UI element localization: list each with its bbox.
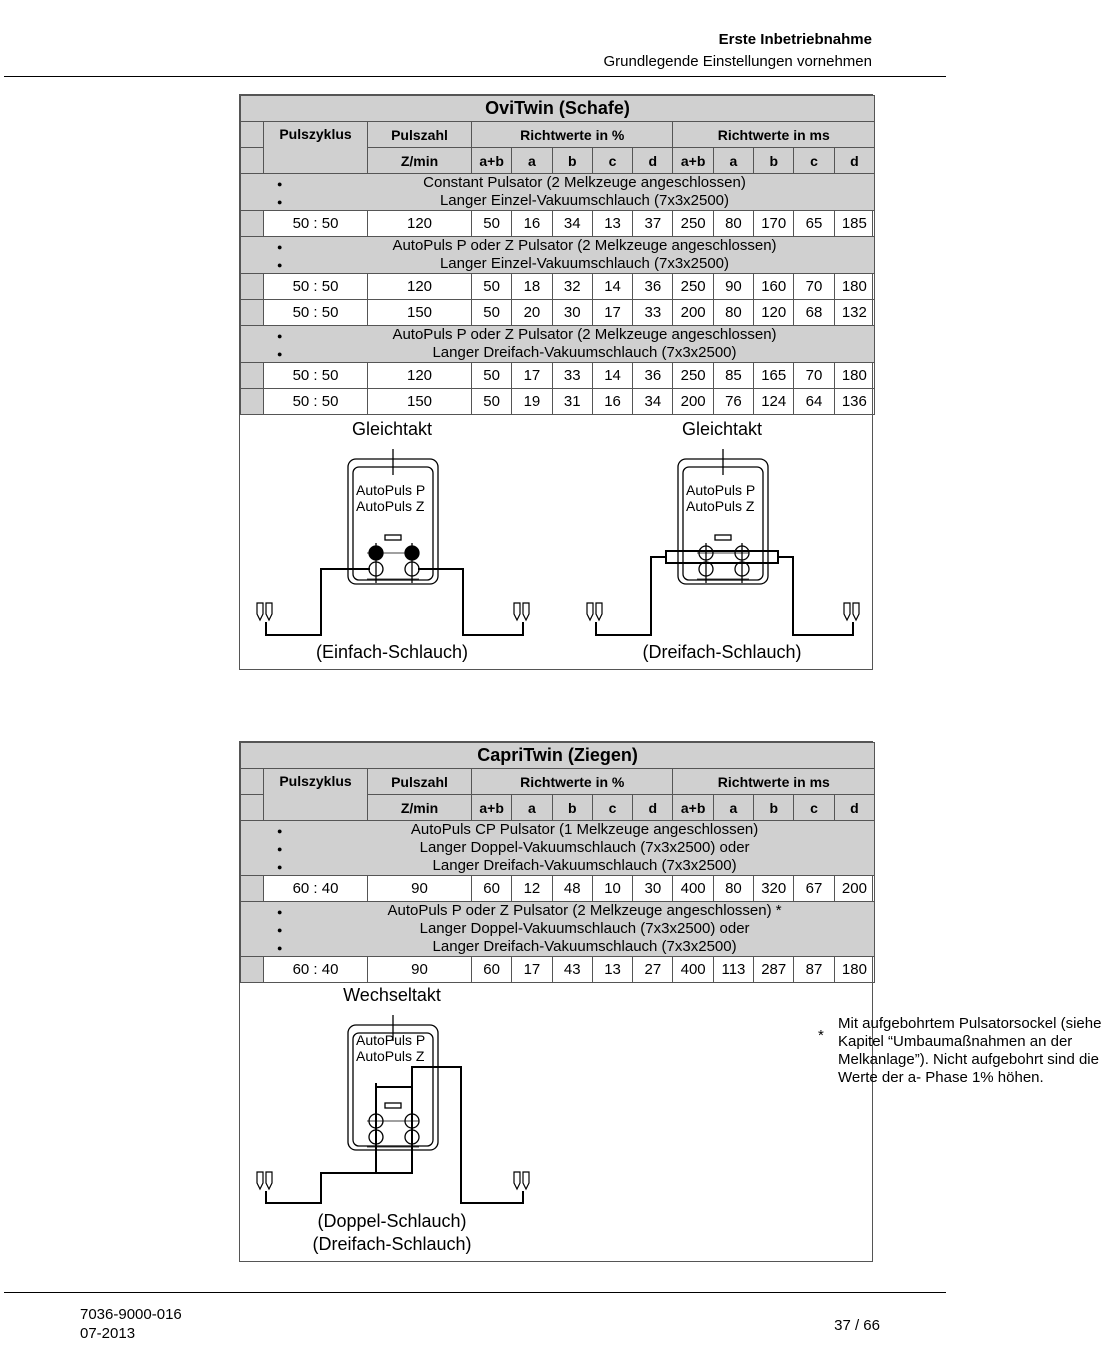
table-cell: 132: [834, 300, 874, 326]
table-title: CapriTwin (Ziegen): [241, 743, 875, 769]
col-header-zmin: Z/min: [368, 795, 472, 821]
table-cell: 200: [673, 389, 713, 415]
col-header-ms: Richtwerte in ms: [673, 769, 875, 795]
table-cell: 50 : 50: [264, 211, 368, 237]
col-header-sub: b: [754, 148, 794, 174]
table-cell: 70: [794, 274, 834, 300]
note-item: ● AutoPuls CP Pulsator (1 Melkzeuge angeschlossen): [295, 821, 874, 839]
table-cell: 60: [472, 957, 512, 983]
device-label-p: AutoPuls P: [686, 482, 756, 498]
table-cell: 19: [512, 389, 552, 415]
table-cell: 170: [754, 211, 794, 237]
ovitwin-diagram: [240, 415, 872, 669]
table-cell: 50: [472, 211, 512, 237]
footnote-text: Mit aufgebohrtem Pulsatorsockel (siehe Kapitel “Umbaumaßnahmen an der Melkanlage”). Nicht aufgebohrt sind die Werte der a- Phase 1% höhen.: [838, 1015, 1102, 1086]
table-cell: 60: [472, 876, 512, 902]
gutter-cell: [241, 363, 264, 389]
table-cell: 34: [552, 211, 592, 237]
table-cell: 65: [794, 211, 834, 237]
table-cell: 17: [512, 957, 552, 983]
col-header-sub: b: [552, 148, 592, 174]
note-list: [241, 902, 874, 956]
table-cell: 33: [552, 363, 592, 389]
note-item: ● Langer Dreifach-Vakuumschlauch (7x3x2500): [295, 938, 874, 956]
col-header-sub: d: [633, 795, 673, 821]
gutter-cell: [241, 300, 264, 326]
gutter-cell: [241, 274, 264, 300]
footnote-mark: *: [818, 1027, 824, 1044]
caption-dreifach: (Dreifach-Schlauch): [312, 1234, 472, 1254]
table-cell: 250: [673, 211, 713, 237]
table-cell: 67: [794, 876, 834, 902]
table-cell: 31: [552, 389, 592, 415]
table-cell: 50: [472, 389, 512, 415]
note-item: ● Langer Dreifach-Vakuumschlauch (7x3x2500): [295, 344, 874, 362]
table-cell: 50 : 50: [264, 300, 368, 326]
table-cell: 37: [633, 211, 673, 237]
col-header-sub: d: [834, 148, 874, 174]
table-cell: 120: [368, 211, 472, 237]
table-cell: 70: [794, 363, 834, 389]
gutter-cell: [241, 876, 264, 902]
right-mode-title: Gleichtakt: [681, 419, 763, 439]
table-cell: 34: [633, 389, 673, 415]
col-header-sub: b: [754, 795, 794, 821]
doc-number: 7036-9000-016: [80, 1306, 182, 1323]
note-list: [241, 174, 874, 210]
gutter-cell: [241, 122, 264, 148]
table-cell: 287: [754, 957, 794, 983]
table-cell: 150: [368, 389, 472, 415]
table-cell: 30: [633, 876, 673, 902]
table-title: OviTwin (Schafe): [241, 96, 875, 122]
table-cell: 13: [592, 957, 632, 983]
note-cell: [241, 174, 875, 211]
table-cell: 120: [754, 300, 794, 326]
gutter-cell: [241, 148, 264, 174]
caption-doppel: (Doppel-Schlauch): [317, 1211, 467, 1231]
table-cell: 50: [472, 363, 512, 389]
col-header-sub: c: [592, 795, 632, 821]
gutter-cell: [241, 795, 264, 821]
table-row: [241, 389, 875, 415]
left-mode-title: Gleichtakt: [351, 419, 433, 439]
table-cell: 150: [368, 300, 472, 326]
header-rule: [4, 76, 946, 77]
note-item: ● AutoPuls P oder Z Pulsator (2 Melkzeuge angeschlossen): [295, 237, 874, 255]
table-cell: 180: [834, 363, 874, 389]
table-cell: 16: [512, 211, 552, 237]
ovitwin-box: [239, 94, 873, 670]
table-row: [241, 211, 875, 237]
table-cell: 36: [633, 363, 673, 389]
table-cell: 320: [754, 876, 794, 902]
table-cell: 20: [512, 300, 552, 326]
col-header-sub: c: [794, 795, 834, 821]
note-item: ● Constant Pulsator (2 Melkzeuge angeschlossen): [295, 174, 874, 192]
table-cell: 90: [368, 957, 472, 983]
table-cell: 17: [592, 300, 632, 326]
col-header-pct: Richtwerte in %: [472, 769, 673, 795]
capritwin-box: [239, 741, 1102, 1262]
note-list: [241, 821, 874, 875]
note-item: ● Langer Dreifach-Vakuumschlauch (7x3x2500): [295, 857, 874, 875]
table-cell: 165: [754, 363, 794, 389]
col-header-sub: a+b: [472, 148, 512, 174]
col-header-zmin: Z/min: [368, 148, 472, 174]
col-header-sub: a: [713, 795, 753, 821]
col-header-pulszyklus: Pulszyklus: [264, 769, 368, 821]
table-cell: 124: [754, 389, 794, 415]
table-cell: 60 : 40: [264, 957, 368, 983]
table-cell: 12: [512, 876, 552, 902]
ovitwin-table: [240, 95, 875, 415]
table-cell: 400: [673, 957, 713, 983]
table-cell: 90: [368, 876, 472, 902]
doc-date: 07-2013: [80, 1325, 136, 1342]
note-item: ● AutoPuls P oder Z Pulsator (2 Melkzeuge angeschlossen): [295, 326, 874, 344]
wechseltakt-title: Wechseltakt: [343, 985, 441, 1005]
device-label-z: AutoPuls Z: [356, 1048, 425, 1064]
col-header-sub: d: [633, 148, 673, 174]
table-row: [241, 363, 875, 389]
device-label-p: AutoPuls P: [356, 1032, 426, 1048]
pulsator-left: [348, 449, 438, 584]
table-cell: 160: [754, 274, 794, 300]
col-header-sub: a+b: [472, 795, 512, 821]
table-row: [241, 274, 875, 300]
col-header-sub: a+b: [673, 795, 713, 821]
device-label-z: AutoPuls Z: [356, 498, 425, 514]
col-header-sub: b: [552, 795, 592, 821]
table-cell: 120: [368, 274, 472, 300]
capritwin-diagram: [240, 983, 1102, 1261]
table-cell: 80: [713, 211, 753, 237]
table-cell: 120: [368, 363, 472, 389]
table-cell: 200: [673, 300, 713, 326]
note-item: ● AutoPuls P oder Z Pulsator (2 Melkzeuge angeschlossen) *: [295, 902, 874, 920]
note-list: [241, 326, 874, 362]
table-cell: 250: [673, 363, 713, 389]
table-cell: 18: [512, 274, 552, 300]
table-cell: 43: [552, 957, 592, 983]
note-item: ● Langer Einzel-Vakuumschlauch (7x3x2500): [295, 255, 874, 273]
note-item: ● Langer Einzel-Vakuumschlauch (7x3x2500): [295, 192, 874, 210]
table-cell: 14: [592, 363, 632, 389]
table-cell: 50 : 50: [264, 389, 368, 415]
table-cell: 180: [834, 274, 874, 300]
note-list: [241, 237, 874, 273]
table-cell: 48: [552, 876, 592, 902]
hose-right-triple: [596, 551, 853, 635]
gutter-cell: [241, 211, 264, 237]
left-caption: (Einfach-Schlauch): [315, 642, 469, 662]
table-cell: 87: [794, 957, 834, 983]
header-subtitle: Grundlegende Einstellungen vornehmen: [603, 53, 872, 70]
table-cell: 64: [794, 389, 834, 415]
col-header-sub: a: [512, 795, 552, 821]
teat-cups-icon: [257, 603, 859, 620]
table-cell: 17: [512, 363, 552, 389]
table-cell: 85: [713, 363, 753, 389]
table-cell: 60 : 40: [264, 876, 368, 902]
footer-docinfo: [80, 1305, 182, 1343]
header-title: Erste Inbetriebnahme: [718, 31, 872, 48]
table-row: [241, 300, 875, 326]
note-cell: [241, 902, 875, 957]
table-cell: 50: [472, 274, 512, 300]
table-row: [241, 957, 875, 983]
col-header-pulszahl: Pulszahl: [368, 769, 472, 795]
col-header-ms: Richtwerte in ms: [673, 122, 875, 148]
table-cell: 80: [713, 876, 753, 902]
table-cell: 36: [633, 274, 673, 300]
device-label-p: AutoPuls P: [356, 482, 426, 498]
table-cell: 14: [592, 274, 632, 300]
table-cell: 90: [713, 274, 753, 300]
table-cell: 68: [794, 300, 834, 326]
note-item: ● Langer Doppel-Vakuumschlauch (7x3x2500) oder: [295, 920, 874, 938]
table-cell: 185: [834, 211, 874, 237]
table-cell: 32: [552, 274, 592, 300]
table-cell: 180: [834, 957, 874, 983]
table-cell: 200: [834, 876, 874, 902]
right-caption: (Dreifach-Schlauch): [642, 642, 802, 662]
table-cell: 13: [592, 211, 632, 237]
table-cell: 80: [713, 300, 753, 326]
col-header-sub: d: [834, 795, 874, 821]
table-cell: 50: [472, 300, 512, 326]
hose-wechsel: [266, 1067, 523, 1203]
col-header-pulszyklus: Pulszyklus: [264, 122, 368, 174]
capritwin-table: [240, 742, 875, 983]
col-header-sub: a+b: [673, 148, 713, 174]
table-cell: 33: [633, 300, 673, 326]
table-cell: 113: [713, 957, 753, 983]
table-cell: 10: [592, 876, 632, 902]
col-header-pulszahl: Pulszahl: [368, 122, 472, 148]
table-cell: 50 : 50: [264, 274, 368, 300]
teat-cups-icon: [257, 1172, 529, 1189]
gutter-cell: [241, 957, 264, 983]
note-cell: [241, 821, 875, 876]
table-cell: 27: [633, 957, 673, 983]
table-cell: 250: [673, 274, 713, 300]
gutter-cell: [241, 769, 264, 795]
device-label-z: AutoPuls Z: [686, 498, 755, 514]
table-row: [241, 876, 875, 902]
note-item: ● Langer Doppel-Vakuumschlauch (7x3x2500) oder: [295, 839, 874, 857]
ovitwin-schematic: [240, 415, 872, 669]
gutter-cell: [241, 389, 264, 415]
table-cell: 76: [713, 389, 753, 415]
col-header-sub: a: [713, 148, 753, 174]
note-cell: [241, 326, 875, 363]
table-cell: 136: [834, 389, 874, 415]
footer-rule: [4, 1292, 946, 1293]
note-cell: [241, 237, 875, 274]
table-cell: 16: [592, 389, 632, 415]
col-header-sub: c: [592, 148, 632, 174]
table-cell: 400: [673, 876, 713, 902]
table-cell: 50 : 50: [264, 363, 368, 389]
page-number: 37 / 66: [834, 1317, 880, 1334]
table-cell: 30: [552, 300, 592, 326]
col-header-sub: c: [794, 148, 834, 174]
col-header-pct: Richtwerte in %: [472, 122, 673, 148]
col-header-sub: a: [512, 148, 552, 174]
